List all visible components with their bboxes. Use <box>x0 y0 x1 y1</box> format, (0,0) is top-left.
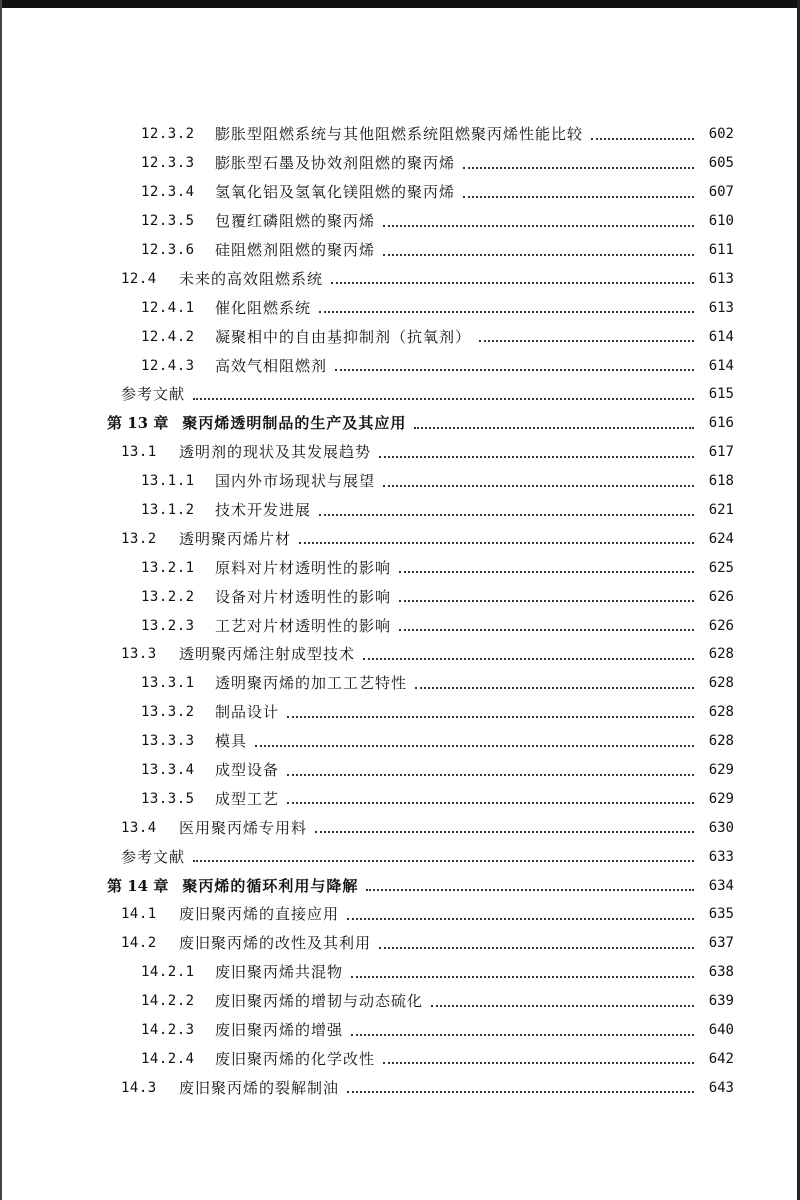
toc-entry-title: 原料对片材透明性的影响 <box>215 558 392 577</box>
toc-page-number: 610 <box>708 213 734 230</box>
toc-page-number: 614 <box>708 328 734 345</box>
toc-entry-title: 膨胀型石墨及协效剂阻燃的聚丙烯 <box>215 154 456 173</box>
toc-subsection-entry[interactable] <box>0 178 800 207</box>
toc-leader-dots <box>366 888 694 891</box>
toc-entry-title: 医用聚丙烯专用料 <box>179 818 308 837</box>
toc-entry-title: 工艺对片材透明性的影响 <box>215 616 392 635</box>
toc-subsection-entry[interactable] <box>0 784 800 813</box>
toc-entry-number: 12.3.6 <box>141 242 195 258</box>
toc-page-number: 617 <box>708 444 734 461</box>
toc-entry-number: 13.1 <box>121 444 157 461</box>
toc-page-number: 642 <box>708 1050 734 1067</box>
toc-entry-title: 参考文献 <box>121 385 186 404</box>
toc-page-number: 625 <box>708 559 734 576</box>
toc-leader-dots <box>414 426 694 429</box>
toc-entry-title: 废旧聚丙烯的增韧与动态硫化 <box>215 992 424 1011</box>
toc-subsection-entry[interactable] <box>0 1045 800 1074</box>
toc-leader-dots <box>299 541 694 544</box>
toc-section-entry[interactable] <box>0 438 800 467</box>
toc-entry-title: 硅阻燃剂阻燃的聚丙烯 <box>215 241 376 259</box>
toc-entry-number: 12.3.3 <box>141 155 195 172</box>
toc-subsection-entry[interactable] <box>0 236 800 265</box>
toc-page-number: 616 <box>708 415 734 432</box>
toc-subsection-entry[interactable] <box>0 582 800 611</box>
toc-entry-title: 透明聚丙烯片材 <box>179 529 292 548</box>
toc-entry-title: 参考文献 <box>121 847 186 866</box>
toc-entry-title: 设备对片材透明性的影响 <box>215 587 392 606</box>
toc-entry-title: 催化阻燃系统 <box>215 298 312 317</box>
toc-page-number: 628 <box>708 646 734 663</box>
toc-entry-number: 13.2.3 <box>141 617 195 634</box>
toc-entry-title: 氢氧化铝及氢氧化镁阻燃的聚丙烯 <box>215 183 456 202</box>
toc-entry-title: 凝聚相中的自由基抑制剂（抗氧剂） <box>215 327 472 346</box>
toc-page-number: 629 <box>708 790 734 807</box>
toc-entry-number: 12.4.3 <box>141 357 195 374</box>
toc-entry-number: 14.2.1 <box>141 964 195 981</box>
toc-entry-number: 14.2.2 <box>141 993 195 1010</box>
toc-entry-title: 聚丙烯透明制品的生产及其应用 <box>182 414 407 433</box>
toc-entry-title: 废旧聚丙烯的裂解制油 <box>179 1078 340 1097</box>
toc-page-number: 637 <box>708 935 734 952</box>
toc-section-entry[interactable] <box>0 813 800 842</box>
toc-entry-title: 透明聚丙烯的加工工艺特性 <box>215 674 408 693</box>
scan-top-edge <box>0 0 800 8</box>
toc-page-number: 640 <box>708 1022 734 1039</box>
toc-subsection-entry[interactable] <box>0 611 800 640</box>
toc-entry-title: 废旧聚丙烯的改性及其利用 <box>179 934 372 953</box>
toc-section-entry[interactable] <box>0 264 800 293</box>
toc-leader-dots <box>399 628 694 631</box>
toc-page-number: 628 <box>708 704 734 721</box>
toc-subsection-entry[interactable] <box>0 1016 800 1045</box>
toc-section-entry[interactable] <box>0 929 800 958</box>
toc-page-number: 635 <box>708 906 734 923</box>
table-of-contents <box>0 120 800 1102</box>
toc-entry-title: 未来的高效阻燃系统 <box>179 269 324 288</box>
toc-leader-dots <box>193 859 694 862</box>
toc-leader-dots <box>255 744 694 747</box>
toc-entry-number: 13.3.1 <box>141 675 195 692</box>
toc-entry-title: 技术开发进展 <box>215 501 312 520</box>
toc-page-number: 634 <box>708 877 734 894</box>
toc-page-number: 615 <box>708 386 734 403</box>
toc-leader-dots <box>351 1033 694 1036</box>
toc-entry-title: 高效气相阻燃剂 <box>215 356 328 375</box>
toc-entry-number: 13.1.1 <box>141 473 195 490</box>
toc-entry-number: 12.3.4 <box>141 184 195 201</box>
toc-entry-title: 成型工艺 <box>215 789 280 808</box>
toc-page-number: 628 <box>708 675 734 692</box>
toc-entry-number: 12.3.2 <box>141 126 195 143</box>
toc-entry-title: 废旧聚丙烯的化学改性 <box>215 1049 376 1068</box>
toc-page-number: 613 <box>708 270 734 287</box>
toc-entry-number: 第 14 章 <box>107 876 169 895</box>
toc-page-number: 633 <box>708 848 734 865</box>
toc-subsection-entry[interactable] <box>0 149 800 178</box>
toc-chapter-entry[interactable] <box>0 871 800 900</box>
toc-page-number: 638 <box>708 964 734 981</box>
toc-subsection-entry[interactable] <box>0 351 800 380</box>
toc-leader-dots <box>431 1004 694 1007</box>
toc-entry-number: 13.2.1 <box>141 559 195 576</box>
toc-page-number: 621 <box>708 502 734 519</box>
toc-leader-dots <box>193 397 694 400</box>
toc-leader-dots <box>379 455 694 458</box>
toc-subsection-entry[interactable] <box>0 496 800 525</box>
toc-entry-title: 聚丙烯的循环利用与降解 <box>182 876 359 895</box>
toc-page-number: 602 <box>708 126 734 143</box>
toc-entry-title: 废旧聚丙烯共混物 <box>215 963 344 982</box>
toc-entry-number: 12.4.2 <box>141 328 195 345</box>
toc-entry-number: 14.2.3 <box>141 1022 195 1039</box>
toc-page-number: 643 <box>708 1079 734 1096</box>
toc-page-number: 626 <box>708 588 734 605</box>
toc-section-entry[interactable] <box>0 380 800 409</box>
toc-entry-title: 模具 <box>215 732 248 751</box>
toc-subsection-entry[interactable] <box>0 553 800 582</box>
toc-entry-title: 废旧聚丙烯的直接应用 <box>179 905 340 924</box>
toc-entry-number: 13.3.2 <box>141 704 195 721</box>
toc-leader-dots <box>347 917 694 920</box>
toc-leader-dots <box>287 801 694 804</box>
toc-section-entry[interactable] <box>0 524 800 553</box>
toc-entry-number: 12.4 <box>121 270 157 287</box>
toc-subsection-entry[interactable] <box>0 756 800 785</box>
toc-page-number: 611 <box>708 242 734 258</box>
toc-section-entry[interactable] <box>0 900 800 929</box>
toc-section-entry[interactable] <box>0 842 800 871</box>
toc-leader-dots <box>319 310 694 313</box>
toc-subsection-entry[interactable] <box>0 120 800 149</box>
toc-entry-number: 13.1.2 <box>141 502 195 519</box>
toc-leader-dots <box>415 686 694 689</box>
toc-entry-title: 透明聚丙烯注射成型技术 <box>179 645 356 664</box>
toc-entry-number: 13.3.5 <box>141 790 195 807</box>
toc-subsection-entry[interactable] <box>0 293 800 322</box>
toc-entry-number: 12.3.5 <box>141 213 195 230</box>
toc-page-number: 605 <box>708 155 734 172</box>
toc-section-entry[interactable] <box>0 1073 800 1102</box>
toc-chapter-entry[interactable] <box>0 409 800 438</box>
toc-entry-number: 13.3.3 <box>141 733 195 750</box>
toc-entry-title: 成型设备 <box>215 761 280 780</box>
toc-entry-number: 13.4 <box>121 819 157 836</box>
toc-entry-title: 制品设计 <box>215 703 280 722</box>
toc-entry-number: 14.3 <box>121 1079 157 1096</box>
toc-entry-title: 包覆红磷阻燃的聚丙烯 <box>215 212 376 231</box>
toc-page-number: 626 <box>708 617 734 634</box>
toc-subsection-entry[interactable] <box>0 727 800 756</box>
toc-leader-dots <box>331 281 694 284</box>
toc-page-number: 629 <box>708 762 734 779</box>
toc-entry-number: 14.2.4 <box>141 1050 195 1067</box>
toc-leader-dots <box>379 946 694 949</box>
toc-entry-title: 国内外市场现状与展望 <box>215 472 376 491</box>
toc-leader-dots <box>351 975 694 978</box>
toc-page-number: 628 <box>708 733 734 750</box>
toc-entry-number: 13.3 <box>121 646 157 663</box>
toc-subsection-entry[interactable] <box>0 669 800 698</box>
toc-leader-dots <box>383 1061 694 1064</box>
toc-leader-dots <box>383 484 694 487</box>
toc-leader-dots <box>479 339 694 342</box>
toc-entry-number: 13.2.2 <box>141 588 195 605</box>
toc-entry-number: 第 13 章 <box>107 414 169 433</box>
toc-subsection-entry[interactable] <box>0 958 800 987</box>
toc-leader-dots <box>319 513 694 516</box>
toc-entry-title: 废旧聚丙烯的增强 <box>215 1021 344 1040</box>
toc-entry-number: 14.2 <box>121 935 157 952</box>
toc-leader-dots <box>287 715 694 718</box>
toc-entry-title: 透明剂的现状及其发展趋势 <box>179 443 372 462</box>
toc-page-number: 607 <box>708 184 734 201</box>
toc-subsection-entry[interactable] <box>0 987 800 1016</box>
toc-leader-dots <box>383 253 694 256</box>
toc-subsection-entry[interactable] <box>0 698 800 727</box>
toc-entry-title: 膨胀型阻燃系统与其他阻燃系统阻燃聚丙烯性能比较 <box>215 125 584 144</box>
toc-entry-number: 14.1 <box>121 906 157 923</box>
toc-leader-dots <box>399 599 694 602</box>
toc-page-number: 639 <box>708 993 734 1010</box>
toc-subsection-entry[interactable] <box>0 207 800 236</box>
toc-page-number: 618 <box>708 473 734 490</box>
toc-page-number: 613 <box>708 299 734 316</box>
toc-page-number: 630 <box>708 819 734 836</box>
toc-leader-dots <box>287 773 694 776</box>
toc-entry-number: 12.4.1 <box>141 299 195 316</box>
toc-leader-dots <box>315 830 694 833</box>
toc-page-number: 614 <box>708 357 734 374</box>
toc-subsection-entry[interactable] <box>0 322 800 351</box>
toc-leader-dots <box>399 570 694 573</box>
toc-leader-dots <box>363 657 694 660</box>
toc-leader-dots <box>463 166 694 169</box>
toc-leader-dots <box>335 368 694 371</box>
toc-subsection-entry[interactable] <box>0 467 800 496</box>
toc-entry-number: 13.3.4 <box>141 762 195 779</box>
toc-entry-number: 13.2 <box>121 530 157 547</box>
toc-leader-dots <box>463 195 694 198</box>
toc-page-number: 624 <box>708 530 734 547</box>
toc-section-entry[interactable] <box>0 640 800 669</box>
toc-leader-dots <box>383 224 694 227</box>
toc-leader-dots <box>591 137 694 140</box>
toc-leader-dots <box>347 1090 694 1093</box>
